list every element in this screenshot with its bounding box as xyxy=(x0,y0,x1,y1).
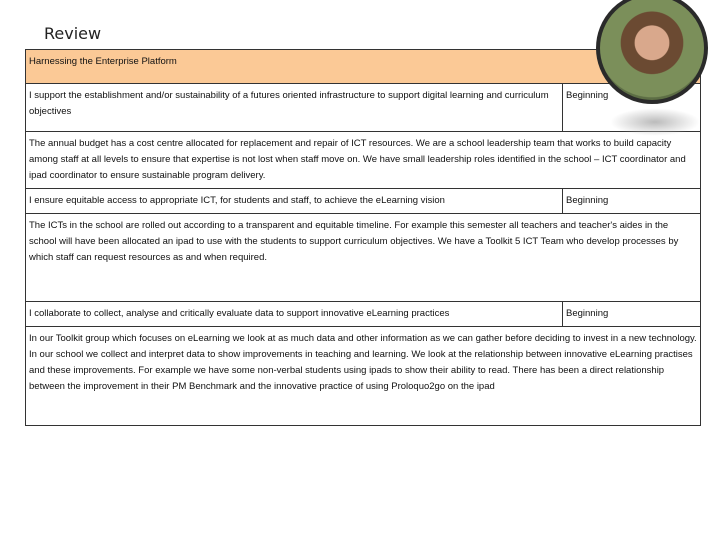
level-cell: Beginning xyxy=(563,84,701,132)
statement-cell: I collaborate to collect, analyse and critically evaluate data to support innovative eLearning practices xyxy=(26,302,563,327)
page-title: Review xyxy=(44,24,102,43)
review-table xyxy=(25,49,701,426)
statement-cell: I ensure equitable access to appropriate ICT, for students and staff, to achieve the eLearning vision xyxy=(26,189,563,214)
avatar-shadow xyxy=(610,108,700,136)
section-header: Harnessing the Enterprise Platform xyxy=(26,50,701,84)
statement-cell: I support the establishment and/or sustainability of a futures oriented infrastructure to support digital learning and curriculum objectives xyxy=(26,84,563,132)
level-cell: Beginning xyxy=(563,189,701,214)
evidence-cell: In our Toolkit group which focuses on eLearning we look at as much data and other information as we can gather before deciding to invest in a new technology. In our school we collect and interpret data to show improvements in teaching and learning. We look at the relationship between innovative eLearning practises and these improvements. For example we have some non-verbal students using ipads to show their ability to read. There has been a direct relationship between the improvement in their PM Benchmark and the innovative practice of using Proloquo2go on the ipad xyxy=(26,327,701,426)
evidence-cell: The ICTs in the school are rolled out according to a transparent and equitable timeline. For example this semester all teachers and teacher's aides in the school will have been allocated an ipad to use with the students to support curriculum objectives. We have a Toolkit 5 ICT Team who develop processes by which staff can request resources as and when required. xyxy=(26,214,701,302)
evidence-cell: The annual budget has a cost centre allocated for replacement and repair of ICT resources. We are a school leadership team that works to build capacity among staff at all levels to ensure that expertise is not lost when staff move on. We have small leadership roles identified in the school – ICT coordinator and ipad coordinator to ensure sustainable program delivery. xyxy=(26,132,701,189)
level-cell: Beginning xyxy=(563,302,701,327)
